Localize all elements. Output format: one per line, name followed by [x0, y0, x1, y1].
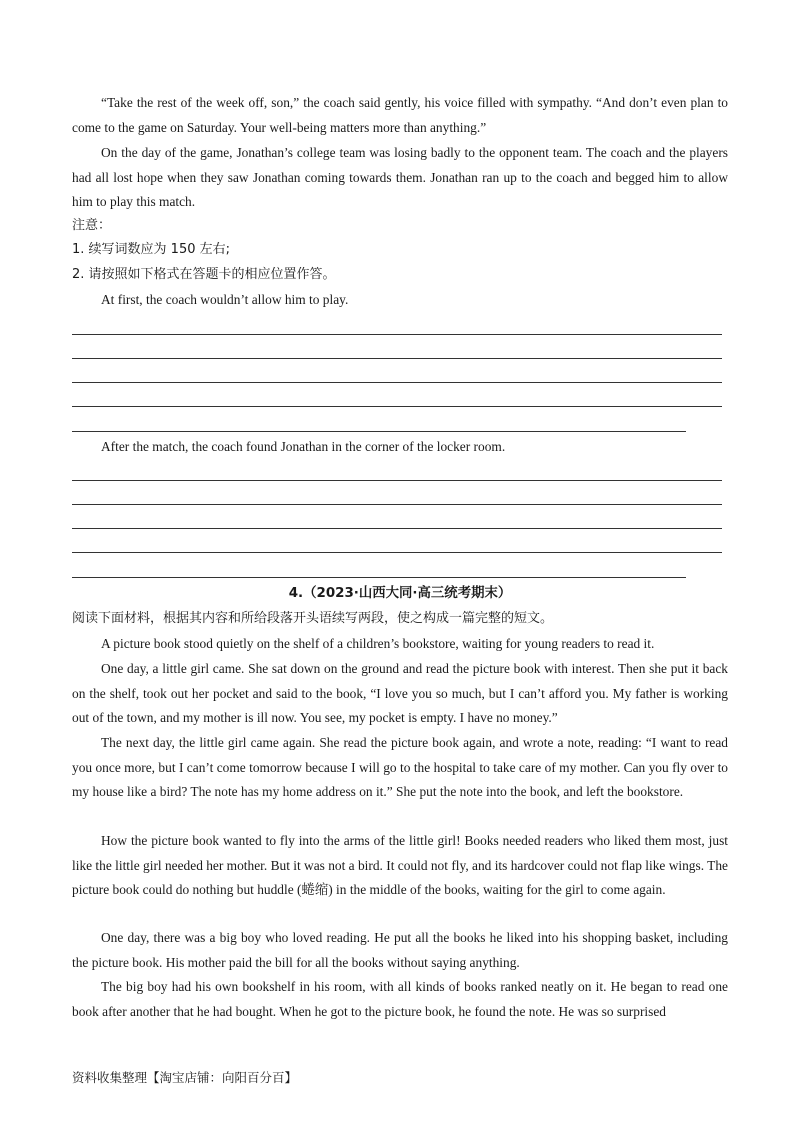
- answer-line[interactable]: [72, 406, 722, 407]
- story-paragraph: A picture book stood quietly on the shelf of a children’s bookstore, waiting for young readers to read it.: [101, 636, 655, 651]
- answer-line[interactable]: [72, 431, 686, 432]
- question-4-instruction: 阅读下面材料，根据其内容和所给段落开头语续写两段，使之构成一篇完整的短文。: [72, 611, 554, 626]
- story-paragraph: One day, a little girl came. She sat down on the ground and read the picture book with interest. Then she put it back on the shelf, took out her pocket and said to the book, “I love you so much, but I can’t afford you. My father is working out of the town, and my mother is ill now. You see, my pocket is empty. I have no money.”: [72, 661, 728, 725]
- notes-title: 注意：: [72, 218, 112, 233]
- answer-line[interactable]: [72, 382, 722, 383]
- story-paragraph: How the picture book wanted to fly into the arms of the little girl! Books needed readers who liked them most, just like the little girl needed her mother. But it was not a bird. It could not fly, and its hardcover could not flap like wings. The picture book could do nothing but huddle (蜷缩) in the middle of the books, waiting for the girl to come again.: [72, 833, 728, 897]
- prompt-1: At first, the coach wouldn’t allow him to play.: [101, 292, 349, 307]
- story-paragraph: The big boy had his own bookshelf in his room, with all kinds of books ranked neatly on it. He began to read one book after another that he had bought. When he got to the picture book, he found the note. He was so surprised: [72, 979, 728, 1019]
- answer-line[interactable]: [72, 358, 722, 359]
- answer-line[interactable]: [72, 334, 722, 335]
- story-paragraph: The next day, the little girl came again. She read the picture book again, and wrote a note, reading: “I want to read you once more, but I can’t come tomorrow because I will go to the hospital to take care of my mother. Can you fly over to my house like a bird? The note has my home address on it.” She put the note into the book, and left the bookstore.: [72, 735, 728, 799]
- footer-source: 资料收集整理【淘宝店铺：向阳百分百】: [72, 1070, 298, 1085]
- answer-line[interactable]: [72, 577, 686, 578]
- notes-item-1: 1. 续写词数应为 150 左右;: [72, 242, 230, 257]
- answer-line[interactable]: [72, 552, 722, 553]
- answer-line[interactable]: [72, 480, 722, 481]
- paragraph-game-day: On the day of the game, Jonathan’s college team was losing badly to the opponent team. The coach and the players had all lost hope when they saw Jonathan coming towards them. Jonathan ran up to the coach and begged him to allow him to play this match.: [72, 145, 728, 209]
- story-paragraph: One day, there was a big boy who loved reading. He put all the books he liked into his shopping basket, including the picture book. His mother paid the bill for all the books without saying anything.: [72, 930, 728, 970]
- answer-line[interactable]: [72, 504, 722, 505]
- prompt-2: After the match, the coach found Jonathan in the corner of the locker room.: [101, 439, 506, 454]
- paragraph-coach-speech: “Take the rest of the week off, son,” the coach said gently, his voice filled with sympathy. “And don’t even plan to come to the game on Saturday. Your well-being matters more than anything.”: [72, 95, 728, 135]
- answer-line[interactable]: [72, 528, 722, 529]
- notes-item-2: 2. 请按照如下格式在答题卡的相应位置作答。: [72, 267, 336, 282]
- question-4-heading: 4.（2023·山西大同·高三统考期末）: [288, 586, 512, 601]
